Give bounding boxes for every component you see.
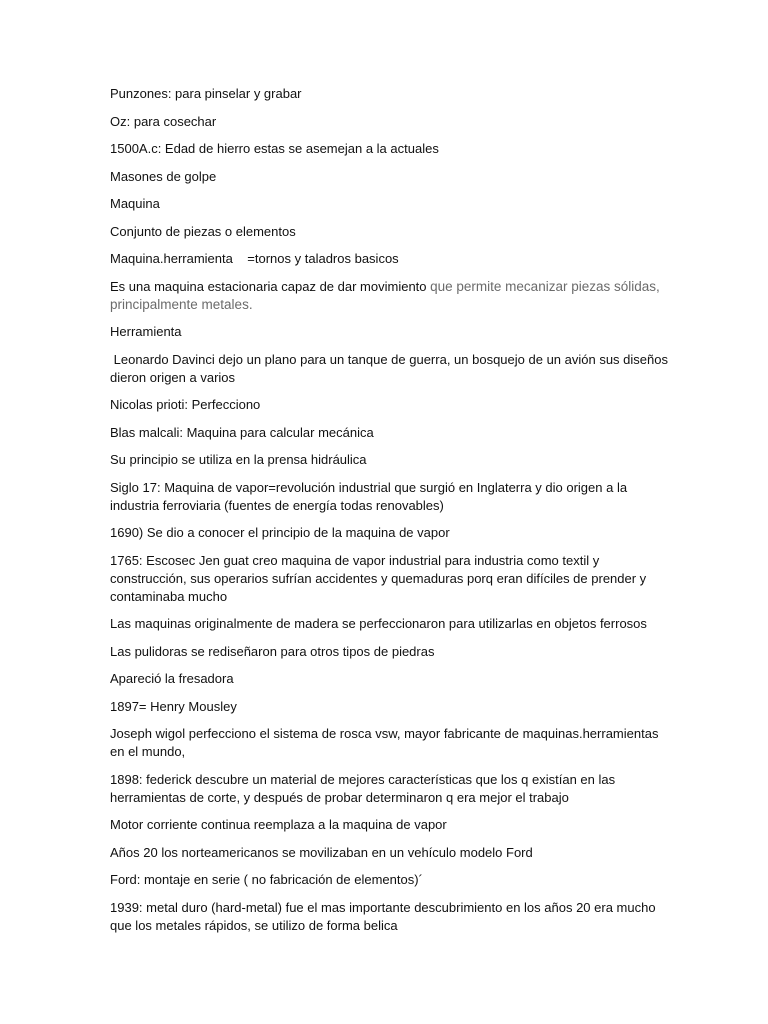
paragraph: Maquina.herramienta =tornos y taladros basicos — [110, 251, 399, 266]
paragraph: Las pulidoras se rediseñaron para otros tipos de piedras — [110, 643, 435, 659]
paragraph: 1898: federick descubre un material de mejores características que los q existían en las herramientas de corte, y después de probar determinaron q era mejor el trabajo — [110, 771, 616, 805]
paragraph-text: Es una maquina estacionaria capaz de dar movimiento — [110, 278, 427, 294]
paragraph: Leonardo Davinci dejo un plano para un tanque de guerra, un bosquejo de un avión sus diseños dieron origen a varios — [110, 351, 672, 385]
paragraph: Las maquinas originalmente de madera se perfeccionaron para utilizarlas en objetos ferrosos — [110, 616, 647, 631]
paragraph: Conjunto de piezas o elementos — [110, 223, 296, 239]
paragraph: 1939: metal duro (hard-metal) fue el mas importante descubrimiento en los años 20 era mucho que los metales rápidos, se utilizo de forma belica — [110, 899, 656, 933]
paragraph: Herramienta — [110, 324, 182, 339]
paragraph: Años 20 los norteamericanos se movilizaban en un vehículo modelo Ford — [110, 844, 533, 860]
paragraph: Maquina — [110, 196, 160, 211]
paragraph: Nicolas prioti: Perfecciono — [110, 397, 261, 412]
quoted-gray-text: que permite mecanizar piezas sólidas, principalmente metales. — [110, 278, 660, 312]
paragraph: 1765: Escosec Jen guat creo maquina de vapor industrial para industria como textil y construcción, sus operarios sufrían accidentes y quemaduras porq eran difíciles de prender y contaminaba mucho — [110, 552, 647, 604]
paragraph: 1897= Henry Mousley — [110, 698, 237, 714]
paragraph: Siglo 17: Maquina de vapor=revolución industrial que surgió en Inglaterra y dio origen a la industria ferroviaria (fuentes de energía todas renovables) — [110, 479, 628, 513]
paragraph: Masones de golpe — [110, 168, 217, 184]
paragraph: 1500A.c: Edad de hierro estas se asemejan a la actuales — [110, 141, 439, 156]
paragraph: 1690) Se dio a conocer el principio de la maquina de vapor — [110, 525, 450, 540]
paragraph: Punzones: para pinselar y grabar — [110, 86, 302, 101]
paragraph: Motor corriente continua reemplaza a la maquina de vapor — [110, 817, 447, 832]
paragraph: Blas malcali: Maquina para calcular mecánica — [110, 424, 374, 440]
document-body — [110, 85, 670, 944]
paragraph: Oz: para cosechar — [110, 113, 217, 129]
paragraph-mixed — [110, 278, 670, 314]
paragraph: Su principio se utiliza en la prensa hidráulica — [110, 452, 367, 467]
paragraph: Apareció la fresadora — [110, 671, 234, 686]
paragraph: Ford: montaje en serie ( no fabricación de elementos)´ — [110, 872, 423, 887]
paragraph: Joseph wigol perfecciono el sistema de rosca vsw, mayor fabricante de maquinas.herramientas en el mundo, — [110, 726, 659, 759]
